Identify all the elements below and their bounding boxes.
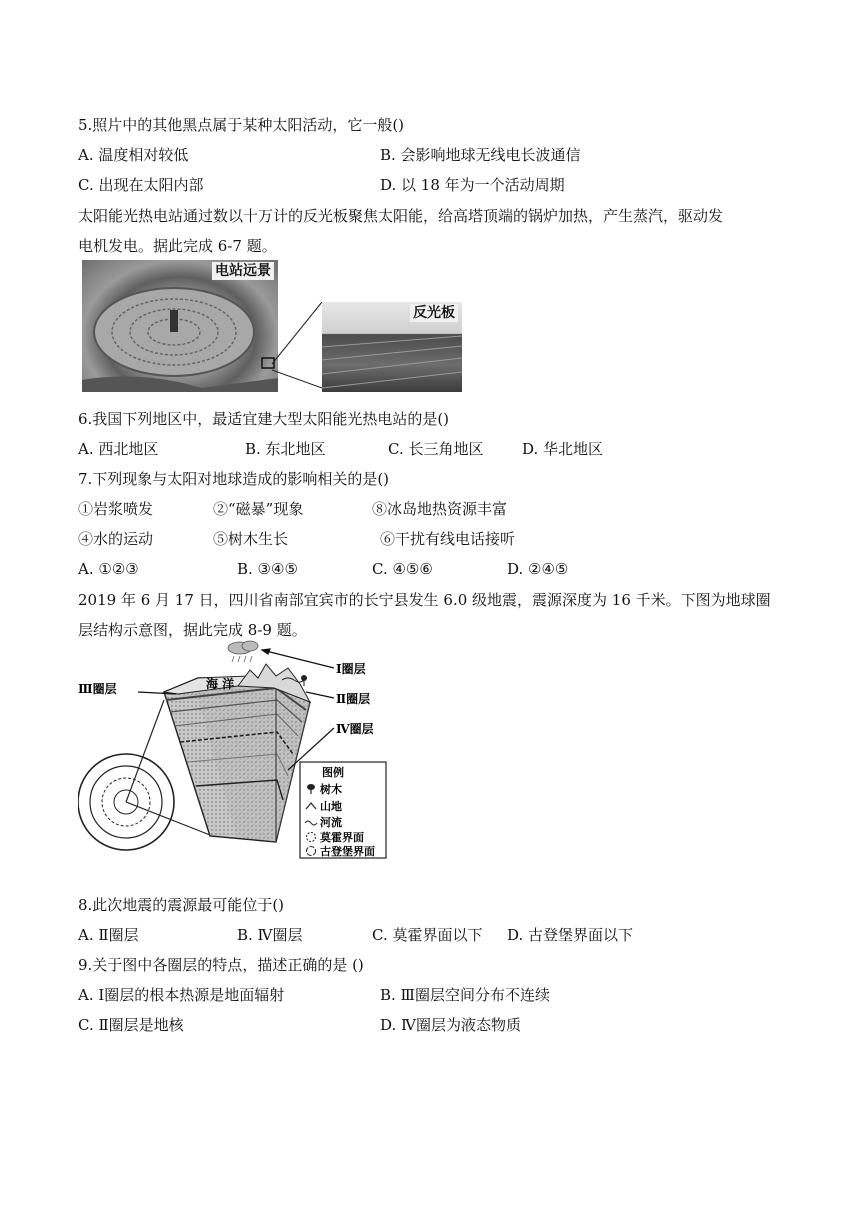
- ocean-label: 海 洋: [206, 677, 235, 691]
- legend-gutenberg-label: 古登堡界面: [320, 845, 375, 858]
- q7-option-a: A. ①②③: [78, 560, 139, 578]
- sphere-3-label: Ⅲ圈层: [78, 682, 117, 696]
- q8-stem: 8.此次地震的震源最可能位于(): [78, 896, 285, 914]
- q7-item-5: ⑤树木生长: [213, 530, 289, 548]
- q5-option-d: D. 以 18 年为一个活动周期: [380, 176, 565, 194]
- q6-stem: 6.我国下列地区中，最适宜建大型太阳能光热电站的是(): [78, 410, 450, 428]
- q7-item-1: ①岩浆喷发: [78, 500, 154, 518]
- q8-option-b: B. Ⅳ圈层: [237, 926, 303, 944]
- q7-item-6: ⑥干扰有线电话接听: [380, 530, 516, 548]
- q7-option-c: C. ④⑤⑥: [372, 560, 433, 578]
- q5-option-b: B. 会影响地球无线电长波通信: [380, 146, 581, 164]
- intro-6-7-line2: 电机发电。据此完成 6-7 题。: [78, 237, 277, 255]
- legend-title: 图例: [322, 766, 344, 779]
- legend-mountain-label: 山地: [320, 800, 342, 813]
- cloud-rain-icon: [228, 641, 258, 662]
- q7-option-b: B. ③④⑤: [237, 560, 298, 578]
- zoom-lines: [267, 300, 327, 390]
- sphere-4-label: Ⅳ圈层: [336, 722, 374, 736]
- sphere-2-label: Ⅱ圈层: [336, 692, 371, 706]
- figure-legend: [300, 762, 386, 858]
- q7-option-d: D. ②④⑤: [507, 560, 569, 578]
- q7-item-2: ②“磁暴”现象: [213, 500, 304, 518]
- q6-option-a: A. 西北地区: [78, 440, 159, 458]
- q7-item-4: ④水的运动: [78, 530, 154, 548]
- reflector-panel-photo: [322, 302, 462, 392]
- intro-8-9-line2: 层结构示意图，据此完成 8-9 题。: [78, 621, 307, 639]
- q9-option-a: A. Ⅰ圈层的根本热源是地面辐射: [78, 986, 285, 1004]
- q6-option-d: D. 华北地区: [522, 440, 604, 458]
- solar-station-figure: [82, 260, 462, 392]
- q8-option-a: A. Ⅱ圈层: [78, 926, 139, 944]
- legend-tree-label: 树木: [320, 783, 342, 796]
- q8-option-c: C. 莫霍界面以下: [372, 926, 483, 944]
- crust-wedge: [164, 678, 310, 842]
- earth-structure-diagram: [78, 640, 390, 862]
- q5-option-c: C. 出现在太阳内部: [78, 176, 204, 194]
- q5-stem: 5.照片中的其他黑点属于某种太阳活动，它一般(): [78, 116, 405, 134]
- reflector-panel-label: 反光板: [410, 304, 458, 322]
- q7-item-3: ⑧冰岛地热资源丰富: [372, 500, 508, 518]
- legend-moho-label: 莫霍界面: [320, 831, 364, 844]
- q7-stem: 7.下列现象与太阳对地球造成的影响相关的是(): [78, 470, 390, 488]
- q5-option-a: A. 温度相对较低: [78, 146, 189, 164]
- earth-structure-figure: [78, 640, 390, 862]
- station-far-view-photo: [82, 260, 278, 392]
- q6-option-c: C. 长三角地区: [388, 440, 484, 458]
- q9-option-c: C. Ⅱ圈层是地核: [78, 1016, 184, 1034]
- legend-river-label: 河流: [320, 816, 342, 829]
- q6-option-b: B. 东北地区: [245, 440, 326, 458]
- q9-option-b: B. Ⅲ圈层空间分布不连续: [380, 986, 551, 1004]
- intro-6-7-line1: 太阳能光热电站通过数以十万计的反光板聚焦太阳能，给高塔顶端的锅炉加热，产生蒸汽，驱动发: [78, 207, 724, 225]
- q8-option-d: D. 古登堡界面以下: [507, 926, 634, 944]
- sphere-1-label: Ⅰ圈层: [336, 662, 366, 676]
- q9-option-d: D. Ⅳ圈层为液态物质: [380, 1016, 522, 1034]
- intro-8-9-line1: 2019 年 6 月 17 日，四川省南部宜宾市的长宁县发生 6.0 级地震，震源深度为 16 千米。下图为地球圈: [78, 591, 771, 609]
- q9-stem: 9.关于图中各圈层的特点，描述正确的是 (): [78, 956, 364, 974]
- station-far-view-label: 电站远景: [212, 262, 274, 280]
